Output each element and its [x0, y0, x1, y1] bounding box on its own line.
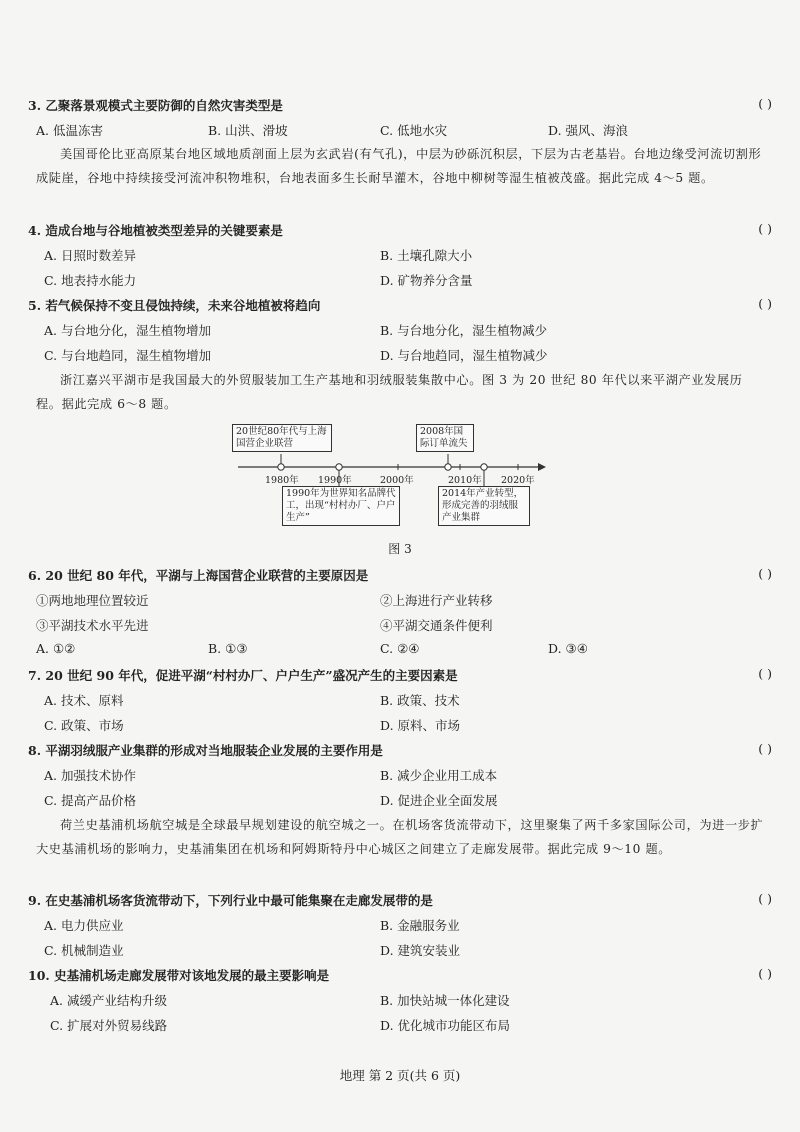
q6-item-3: ③平湖技术水平先进 [36, 618, 149, 633]
q10-option-c: C. 扩展对外贸易线路 [50, 1018, 168, 1033]
tick-label: 1980年 [265, 475, 299, 486]
q6-item-1: ①两地地理位置较近 [36, 593, 149, 608]
q9-option-a: A. 电力供应业 [44, 918, 124, 933]
q9-option-d: D. 建筑安装业 [380, 943, 461, 958]
q3-option-a: A. 低温冻害 [36, 123, 103, 138]
timeline-figure [0, 420, 800, 540]
q6-item-2: ②上海进行产业转移 [380, 593, 493, 608]
q9-option-c: C. 机械制造业 [44, 943, 124, 958]
q7-option-c: C. 政策、市场 [44, 718, 124, 733]
passage-4-5: 美国哥伦比亚高原某台地区域地质剖面上层为玄武岩(有气孔)，中层为砂砾沉积层，下层为古老基岩。台地边缘受河流切割形成陡崖，谷地中持续接受河流冲积物堆积，台地表面多生长耐旱灌木，谷地中柳树等湿生植被茂盛。据此完成 4～5 题。 [36, 147, 762, 185]
q8-option-b: B. 减少企业用工成本 [380, 768, 498, 783]
question-6-stem: 6. 20 世纪 80 年代，平湖与上海国营企业联营的主要原因是 ( ) [28, 566, 772, 583]
q6-item-4: ④平湖交通条件便利 [380, 618, 493, 633]
q3-option-b: B. 山洪、滑坡 [208, 123, 288, 138]
q6-option-a: A. ①② [36, 641, 76, 656]
q10-option-d: D. 优化城市功能区布局 [380, 1018, 511, 1033]
q3-option-d: D. 强风、海浪 [548, 123, 629, 138]
question-5-stem: 5. 若气候保持不变且侵蚀持续，未来谷地植被将趋向 ( ) [28, 296, 772, 313]
q5-option-b: B. 与台地分化，湿生植物减少 [380, 323, 548, 338]
q4-option-b: B. 土壤孔隙大小 [380, 248, 473, 263]
passage-6-8: 浙江嘉兴平湖市是我国最大的外贸服装加工生产基地和羽绒服装集散中心。图 3 为 20 世纪 80 年代以来平湖产业发展历程。据此完成 6～8 题。 [36, 373, 743, 411]
q8-option-a: A. 加强技术协作 [44, 768, 136, 783]
timeline-event-2008: 2008年国际订单流失 [416, 424, 474, 452]
q5-option-c: C. 与台地趋同，湿生植物增加 [44, 348, 212, 363]
q8-option-c: C. 提高产品价格 [44, 793, 137, 808]
q10-option-a: A. 减缓产业结构升级 [50, 993, 167, 1008]
page-footer: 地理 第 2 页(共 6 页) [339, 1068, 461, 1083]
tick-label: 2000年 [380, 475, 414, 486]
q5-option-d: D. 与台地趋同，湿生植物减少 [380, 348, 548, 363]
question-8-stem: 8. 平湖羽绒服产业集群的形成对当地服装企业发展的主要作用是 ( ) [28, 741, 772, 758]
timeline-event-1980: 20世纪80年代与上海国营企业联营 [232, 424, 332, 452]
q7-option-a: A. 技术、原料 [44, 693, 124, 708]
answer-paren: ( ) [758, 96, 772, 111]
q4-option-a: A. 日照时数差异 [44, 248, 136, 263]
question-4-stem: 4. 造成台地与谷地植被类型差异的关键要素是 ( ) [28, 221, 772, 238]
q6-option-b: B. ①③ [208, 641, 248, 656]
question-3-stem: 3. 乙聚落景观模式主要防御的自然灾害类型是 ( ) [28, 96, 772, 113]
question-7-stem: 7. 20 世纪 90 年代，促进平湖“村村办厂、户户生产”盛况产生的主要因素是 ( ) [28, 666, 772, 683]
q6-option-d: D. ③④ [548, 641, 588, 656]
q4-option-c: C. 地表持水能力 [44, 273, 137, 288]
question-10-stem: 10. 史基浦机场走廊发展带对该地发展的最主要影响是 ( ) [28, 966, 772, 983]
question-9-stem: 9. 在史基浦机场客货流带动下，下列行业中最可能集聚在走廊发展带的是 ( ) [28, 891, 772, 908]
timeline-event-2014: 2014年产业转型，形成完善的羽绒服产业集群 [438, 486, 530, 526]
passage-9-10: 荷兰史基浦机场航空城是全球最早规划建设的航空城之一。在机场客货流带动下，这里聚集了两千多家国际公司，为进一步扩大史基浦机场的影响力，史基浦集团在机场和阿姆斯特丹中心城区之间建立了走廊发展带。据此完成 9～10 题。 [36, 818, 764, 856]
q7-option-d: D. 原料、市场 [380, 718, 461, 733]
tick-label: 2010年 [448, 475, 482, 486]
q7-option-b: B. 政策、技术 [380, 693, 460, 708]
q5-option-a: A. 与台地分化，湿生植物增加 [44, 323, 211, 338]
q8-option-d: D. 促进企业全面发展 [380, 793, 498, 808]
q6-option-c: C. ②④ [380, 641, 420, 656]
q10-option-b: B. 加快站城一体化建设 [380, 993, 510, 1008]
q3-option-c: C. 低地水灾 [380, 123, 448, 138]
tick-label: 1990年 [318, 475, 352, 486]
timeline-event-1990: 1990年为世界知名品牌代工，出现“村村办厂、户户生产” [282, 486, 400, 526]
figure-caption: 图 3 [388, 542, 412, 556]
q4-option-d: D. 矿物养分含量 [380, 273, 473, 288]
tick-label: 2020年 [501, 475, 535, 486]
q9-option-b: B. 金融服务业 [380, 918, 460, 933]
